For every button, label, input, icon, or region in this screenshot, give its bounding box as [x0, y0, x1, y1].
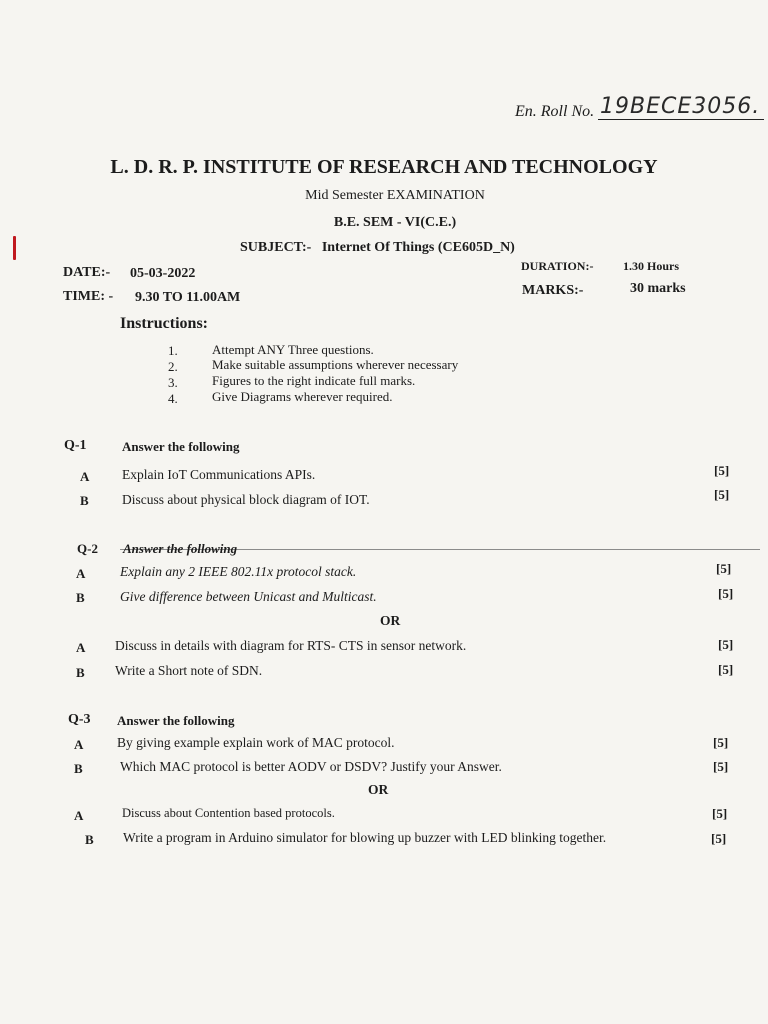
roll-number-label: En. Roll No. [515, 103, 595, 120]
marks-value: 30 marks [630, 281, 686, 296]
question-number: Q-1 [64, 438, 87, 453]
marks-label: MARKS:- [522, 283, 584, 298]
part-letter: A [74, 737, 84, 752]
marks-badge: [5] [713, 735, 729, 750]
date-label: DATE:- [63, 265, 111, 280]
part-letter: B [76, 590, 85, 605]
semester: B.E. SEM - VI(C.E.) [333, 215, 457, 230]
question-text: Discuss about Contention based protocols. [122, 806, 335, 820]
part-letter: A [76, 566, 86, 581]
question-text: Write a Short note of SDN. [115, 663, 263, 678]
marks-badge: [5] [718, 637, 734, 652]
question-text: Discuss in details with diagram for RTS- CTS in sensor network. [115, 638, 467, 653]
instruction-number: 4. [168, 391, 178, 406]
instruction-number: 2. [168, 359, 178, 374]
time-label: TIME: - [63, 289, 114, 304]
question-number: Q-3 [68, 712, 91, 727]
marks-badge: [5] [718, 662, 734, 677]
subject-line [240, 240, 515, 256]
date-value: 05-03-2022 [130, 266, 196, 281]
marks-badge: [5] [711, 831, 727, 846]
question-heading: Answer the following [122, 439, 240, 454]
marks-badge: [5] [716, 561, 732, 576]
part-letter: A [74, 808, 84, 823]
subject-value: Internet Of Things (CE605D_N) [321, 240, 515, 255]
duration-label: DURATION:- [521, 259, 594, 273]
time-value: 9.30 TO 11.00AM [135, 290, 241, 305]
or-separator: OR [368, 782, 389, 797]
question-text: Explain IoT Communications APIs. [122, 467, 316, 482]
question-text: Explain any 2 IEEE 802.11x protocol stack. [120, 564, 357, 579]
question-text: Give difference between Unicast and Multicast. [120, 589, 377, 604]
instruction-text: Attempt ANY Three questions. [212, 342, 374, 357]
instructions-title: Instructions: [120, 315, 209, 332]
question-text: Discuss about physical block diagram of IOT. [122, 492, 370, 507]
question-text: By giving example explain work of MAC protocol. [117, 735, 395, 750]
duration-value: 1.30 Hours [623, 259, 680, 273]
institute-name: L. D. R. P. INSTITUTE OF RESEARCH AND TECHNOLOGY [110, 156, 658, 178]
instruction-text: Give Diagrams wherever required. [212, 389, 393, 404]
question-text: Which MAC protocol is better AODV or DSDV? Justify your Answer. [120, 759, 502, 774]
part-letter: B [74, 761, 83, 776]
part-letter: B [76, 665, 85, 680]
marks-badge: [5] [712, 806, 728, 821]
subject-label: SUBJECT:- [240, 240, 312, 255]
question-heading: Answer the following [117, 713, 235, 728]
question-heading: Answer the following [123, 541, 238, 556]
part-letter: A [80, 469, 90, 484]
instruction-number: 3. [168, 375, 178, 390]
or-separator: OR [380, 613, 401, 628]
marks-badge: [5] [713, 759, 729, 774]
instruction-text: Make suitable assumptions wherever necessary [212, 357, 459, 372]
instruction-text: Figures to the right indicate full marks. [212, 373, 416, 388]
marks-badge: [5] [714, 463, 730, 478]
instruction-number: 1. [168, 343, 178, 358]
question-number: Q-2 [77, 541, 98, 556]
part-letter: B [85, 832, 94, 847]
exam-title: Mid Semester EXAMINATION [305, 188, 485, 203]
question-text: Write a program in Arduino simulator for blowing up buzzer with LED blinking together. [123, 830, 607, 845]
roll-number-value: 19BECE3056. [598, 94, 764, 120]
marks-badge: [5] [718, 586, 734, 601]
part-letter: B [80, 493, 89, 508]
marks-badge: [5] [714, 487, 730, 502]
red-pen-mark [13, 236, 16, 260]
part-letter: A [76, 640, 86, 655]
